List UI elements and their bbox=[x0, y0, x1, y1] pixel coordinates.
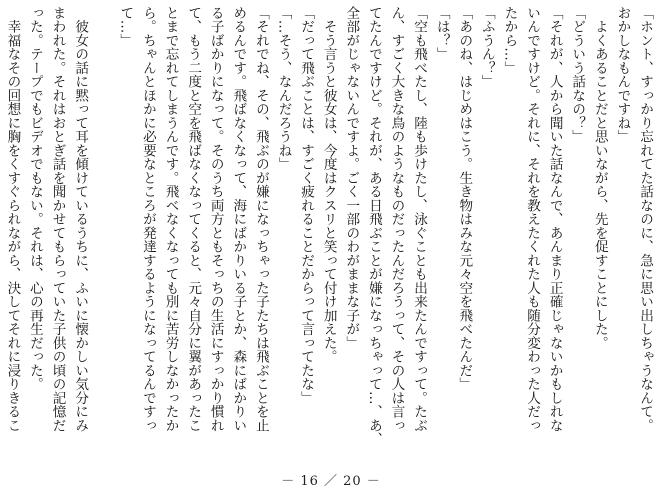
text-column: 「…そう、なんだろうね」 bbox=[275, 6, 292, 171]
text-column: よくあることだと思いながら、先を促すことにした。 bbox=[591, 6, 608, 350]
text-column: 幸福なその回想に胸をくすぐられながら、決してそれに浸りきるこ bbox=[4, 6, 21, 433]
text-column: 「それが、人から聞いた話なんで、あんまり正確じゃないかもしれな bbox=[546, 6, 563, 433]
text-column: まわれた。それはおとぎ話を聞かせてもらっていた子供の頃の記憶だ bbox=[49, 6, 66, 433]
text-column: った。テープでもビデオでもない。それは、心の再生だった。 bbox=[26, 6, 43, 391]
text-column: めるんです。飛ばなくなって、海にばかりいる子とか、森にばかりい bbox=[230, 6, 247, 433]
vertical-text-body bbox=[4, 6, 656, 460]
text-column: 「は？」 bbox=[433, 6, 450, 61]
text-column: おかしなもんですね」 bbox=[614, 6, 631, 144]
text-column: 「あのね、はじめはこう。生き物はみな元々空を飛べたんだ」 bbox=[456, 6, 473, 391]
text-column: 「ホント、すっかり忘れてた話なのに、急に思い出しちゃうなんて。 bbox=[637, 6, 653, 433]
text-column: 「それでね、その、飛ぶのが嫌になっちゃった子たちは飛ぶことを止 bbox=[252, 6, 269, 433]
text-column: 「空も飛べたし、陸も歩けたし、泳ぐことも出来たんですって。たぶ bbox=[411, 6, 428, 433]
text-column: そう言うと彼女は、今度はクスリと笑って付け加えた。 bbox=[320, 6, 337, 364]
text-column: て…」 bbox=[117, 6, 134, 48]
text-column: 彼女の話に黙って耳を傾けているうちに、ふいに懐かしい気分にみ bbox=[72, 6, 89, 433]
text-column: たから…」 bbox=[501, 6, 518, 75]
text-column: いんですけど。それに、それを教えたくれた人も随分変わった人だっ bbox=[524, 6, 541, 433]
text-column: 「だって飛ぶことは、すごく疲れることだからって言ってたな」 bbox=[298, 6, 315, 405]
text-column: 「ふうん？」 bbox=[478, 6, 495, 89]
text-column: る子ばかりになって。そのうち両方ともそっちの生活にすっかり慣れ bbox=[207, 6, 224, 433]
text-column: ら。ちゃんとほかに必要なところが発達するようになってるんですっ bbox=[139, 6, 156, 433]
text-column: てたんですけど。それが、ある日飛ぶことが嫌になっちゃって…、あ、 bbox=[365, 6, 382, 446]
text-column: ん、すごく大きな鳥のようなものだったんだろうって、その人は言っ bbox=[388, 6, 405, 433]
text-column: 「どういう話なの？」 bbox=[569, 6, 586, 144]
column-spacer bbox=[91, 6, 114, 460]
text-column: て、もう二度と空を飛ばなくなってくると、元々自分に翼があったこ bbox=[185, 6, 202, 433]
text-column: 全部がじゃないんですよ。ごく一部のわがままな子が」 bbox=[343, 6, 360, 350]
text-column: とまで忘れてしまうんです。飛べなくなっても別に苦労しなかったか bbox=[162, 6, 179, 433]
page-number: － 16 ／ 20 － bbox=[281, 474, 381, 489]
